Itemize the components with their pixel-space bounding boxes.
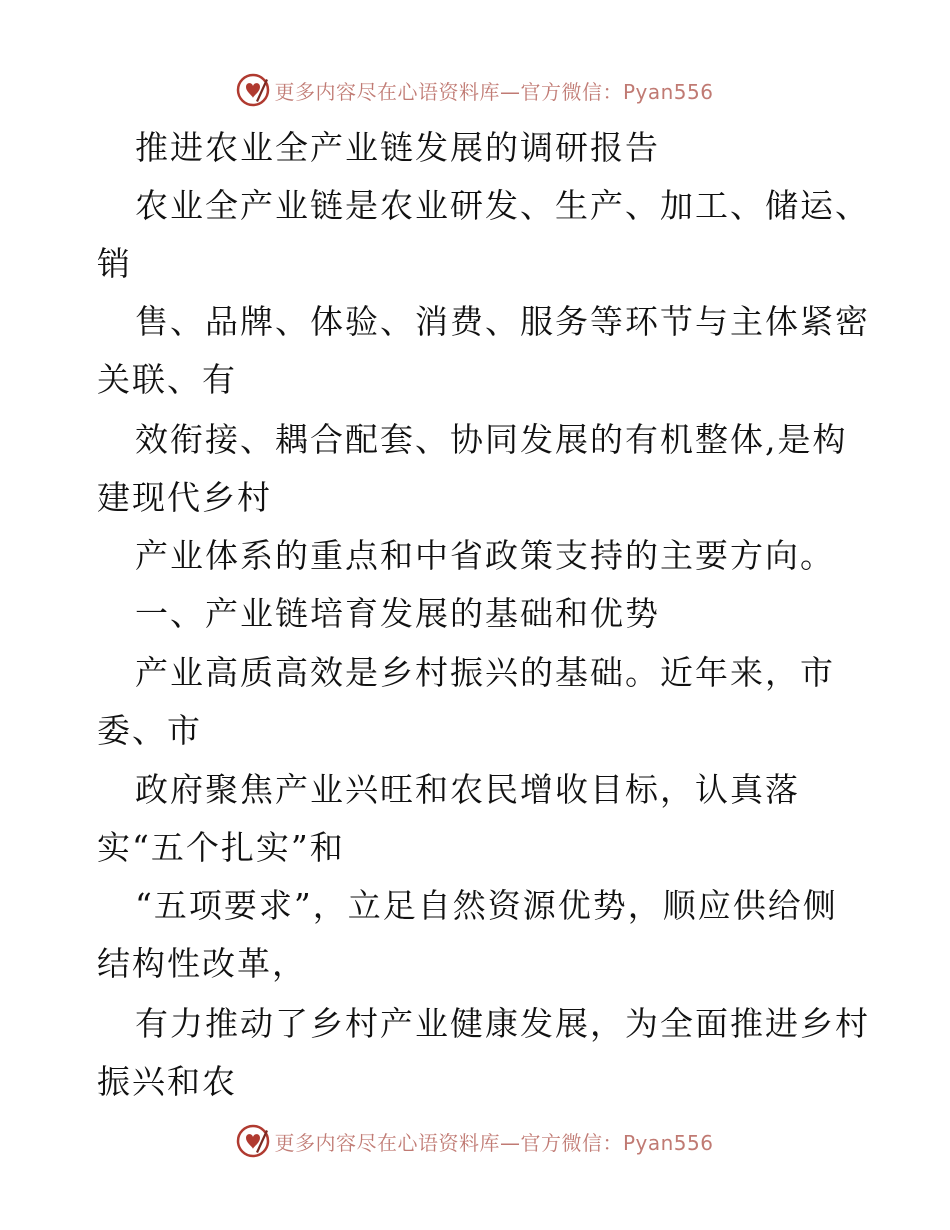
paragraph-line: 售、品牌、体验、消费、服务等环节与主体紧密 bbox=[135, 302, 870, 341]
footer-banner bbox=[0, 1121, 950, 1161]
paragraph-line: 实“五个扎实”和 bbox=[97, 828, 345, 867]
banner-text: 更多内容尽在心语资料库—官方微信：Pyan556 bbox=[274, 79, 714, 104]
banner-text: 更多内容尽在心语资料库—官方微信：Pyan556 bbox=[274, 1130, 714, 1155]
section-heading: 一、产业链培育发展的基础和优势 bbox=[135, 594, 660, 633]
paragraph-line: 振兴和农 bbox=[97, 1062, 237, 1101]
paragraph-line: “五项要求”，立足自然资源优势，顺应供给侧 bbox=[135, 886, 838, 925]
paragraph-line: 产业高质高效是乡村振兴的基础。近年来，市 bbox=[135, 653, 835, 692]
paragraph-line: 农业全产业链是农业研发、生产、加工、储运、 bbox=[135, 186, 870, 225]
paragraph-line: 有力推动了乡村产业健康发展，为全面推进乡村 bbox=[135, 1004, 870, 1043]
paragraph-line: 产业体系的重点和中省政策支持的主要方向。 bbox=[135, 536, 835, 575]
paragraph-line: 结构性改革， bbox=[97, 944, 307, 983]
paragraph-line: 效衔接、耦合配套、协同发展的有机整体,是构 bbox=[135, 420, 848, 459]
paragraph-line: 政府聚焦产业兴旺和农民增收目标，认真落 bbox=[135, 770, 800, 809]
paragraph-line: 建现代乡村 bbox=[97, 478, 272, 517]
heart-pen-logo-icon bbox=[236, 1124, 270, 1158]
paragraph-line: 关联、有 bbox=[97, 360, 237, 399]
paragraph-line: 委、市 bbox=[97, 711, 202, 750]
paragraph-line: 销 bbox=[97, 244, 132, 283]
document-title: 推进农业全产业链发展的调研报告 bbox=[135, 128, 660, 167]
